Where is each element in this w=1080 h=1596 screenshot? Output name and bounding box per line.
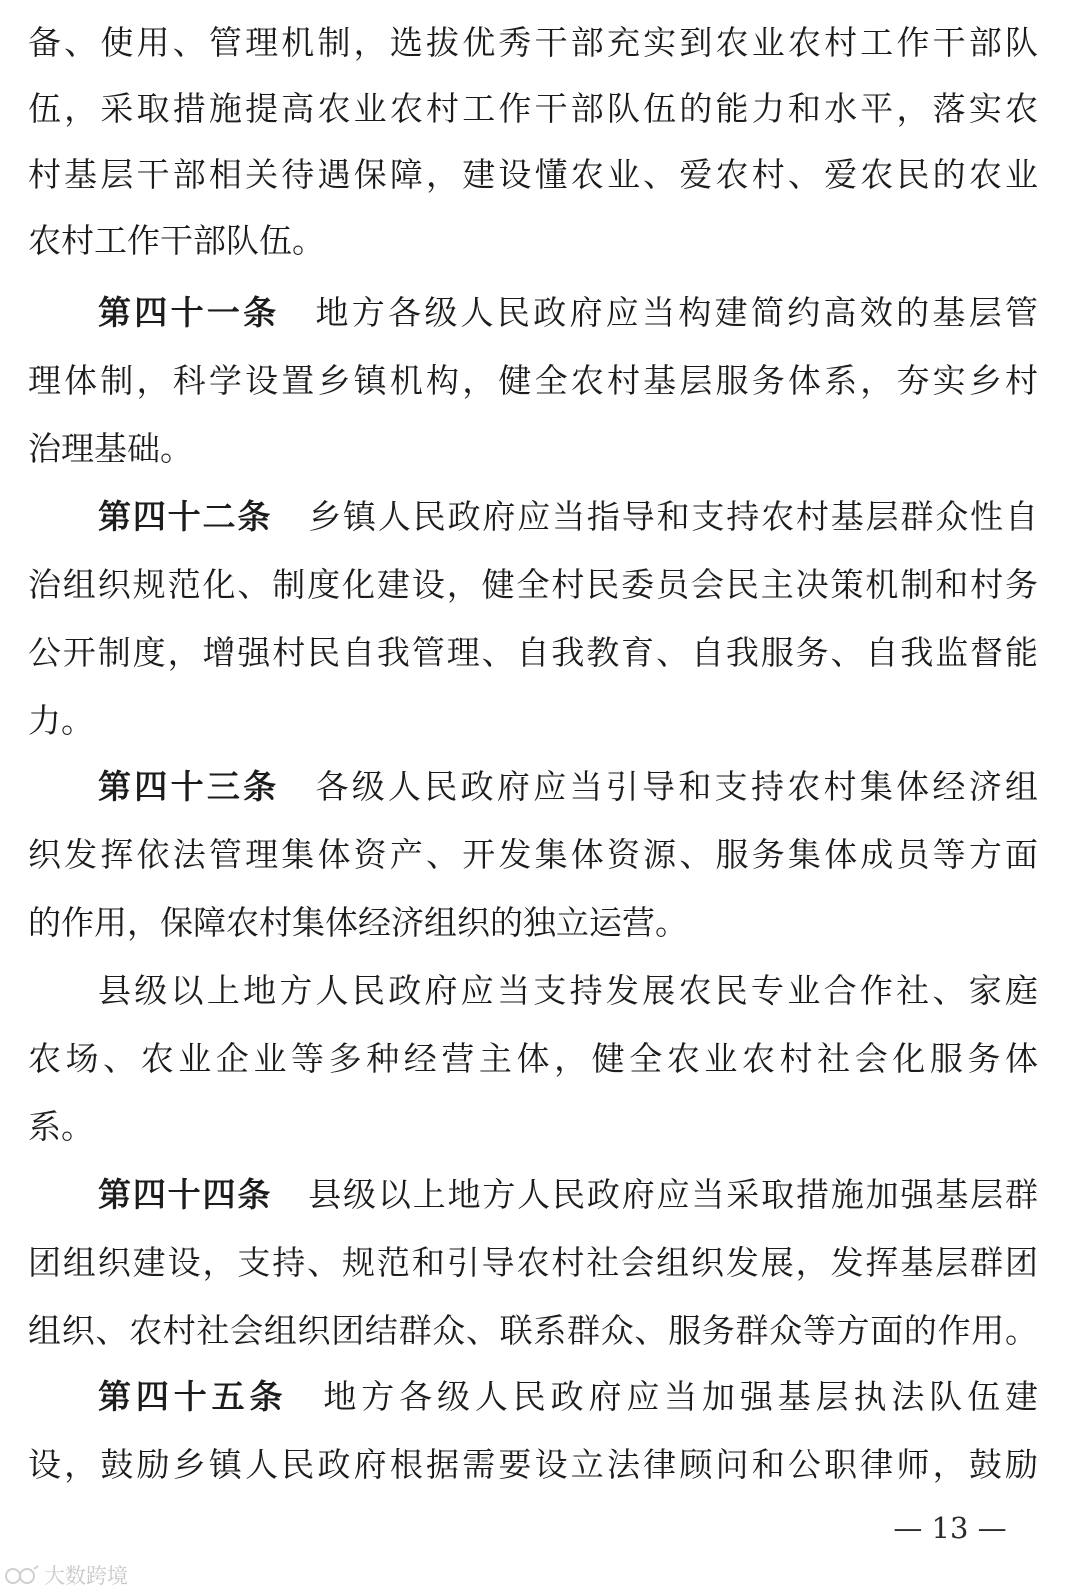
article-44-first-line bbox=[98, 1170, 1038, 1220]
article-heading: 第四十四条 bbox=[98, 1175, 273, 1214]
article-heading: 第四十一条 bbox=[98, 293, 280, 332]
paragraph-line: 系。 bbox=[28, 1107, 94, 1146]
paragraph-line: 设，鼓励乡镇人民政府根据需要设立法律顾问和公职律师，鼓励 bbox=[28, 1445, 1038, 1484]
paragraph-line: 农场、农业企业等多种经营主体，健全农业农村社会化服务体 bbox=[28, 1039, 1038, 1078]
article-heading: 第四十五条 bbox=[98, 1377, 288, 1416]
paragraph-line: 公开制度，增强村民自我管理、自我教育、自我服务、自我监督能 bbox=[28, 633, 1038, 672]
article-text: 地方各级人民政府应当加强基层执法队伍建 bbox=[323, 1377, 1038, 1416]
article-heading: 第四十三条 bbox=[98, 767, 280, 806]
article-43-first-line bbox=[98, 762, 1038, 812]
paragraph-line: 力。 bbox=[28, 701, 94, 740]
article-41-first-line bbox=[98, 288, 1038, 338]
page-number: — 13 — bbox=[893, 1511, 1007, 1545]
article-45-first-line bbox=[98, 1372, 1038, 1422]
paragraph-line: 组织、农村社会组织团结群众、联系群众、服务群众等方面的作用。 bbox=[28, 1311, 1038, 1350]
paragraph-line: 团组织建设，支持、规范和引导农村社会组织发展，发挥基层群团 bbox=[28, 1243, 1038, 1282]
paragraph-line: 村基层干部相关待遇保障，建设懂农业、爱农村、爱农民的农业 bbox=[28, 155, 1038, 194]
watermark bbox=[4, 1560, 128, 1592]
article-text: 乡镇人民政府应当指导和支持农村基层群众性自 bbox=[308, 497, 1038, 536]
article-42-first-line bbox=[98, 492, 1038, 542]
article-text: 各级人民政府应当引导和支持农村集体经济组 bbox=[315, 767, 1038, 806]
watermark-text: 大数跨境 bbox=[44, 1564, 128, 1588]
paragraph-line: 的作用，保障农村集体经济组织的独立运营。 bbox=[28, 903, 688, 942]
paragraph-first-line: 县级以上地方人民政府应当支持发展农民专业合作社、家庭 bbox=[98, 971, 1038, 1010]
watermark-logo-icon bbox=[4, 1563, 40, 1589]
paragraph-line: 治理基础。 bbox=[28, 429, 193, 468]
article-text: 县级以上地方人民政府应当采取措施加强基层群 bbox=[308, 1175, 1038, 1214]
paragraph-line: 备、使用、管理机制，选拔优秀干部充实到农业农村工作干部队 bbox=[28, 23, 1038, 62]
paragraph-line: 理体制，科学设置乡镇机构，健全农村基层服务体系，夯实乡村 bbox=[28, 361, 1038, 400]
article-heading: 第四十二条 bbox=[98, 497, 273, 536]
paragraph-line: 织发挥依法管理集体资产、开发集体资源、服务集体成员等方面 bbox=[28, 835, 1038, 874]
paragraph-line: 治组织规范化、制度化建设，健全村民委员会民主决策机制和村务 bbox=[28, 565, 1038, 604]
paragraph-line: 农村工作干部队伍。 bbox=[28, 221, 325, 260]
paragraph-line: 伍，采取措施提高农业农村工作干部队伍的能力和水平，落实农 bbox=[28, 89, 1038, 128]
article-text: 地方各级人民政府应当构建简约高效的基层管 bbox=[315, 293, 1038, 332]
